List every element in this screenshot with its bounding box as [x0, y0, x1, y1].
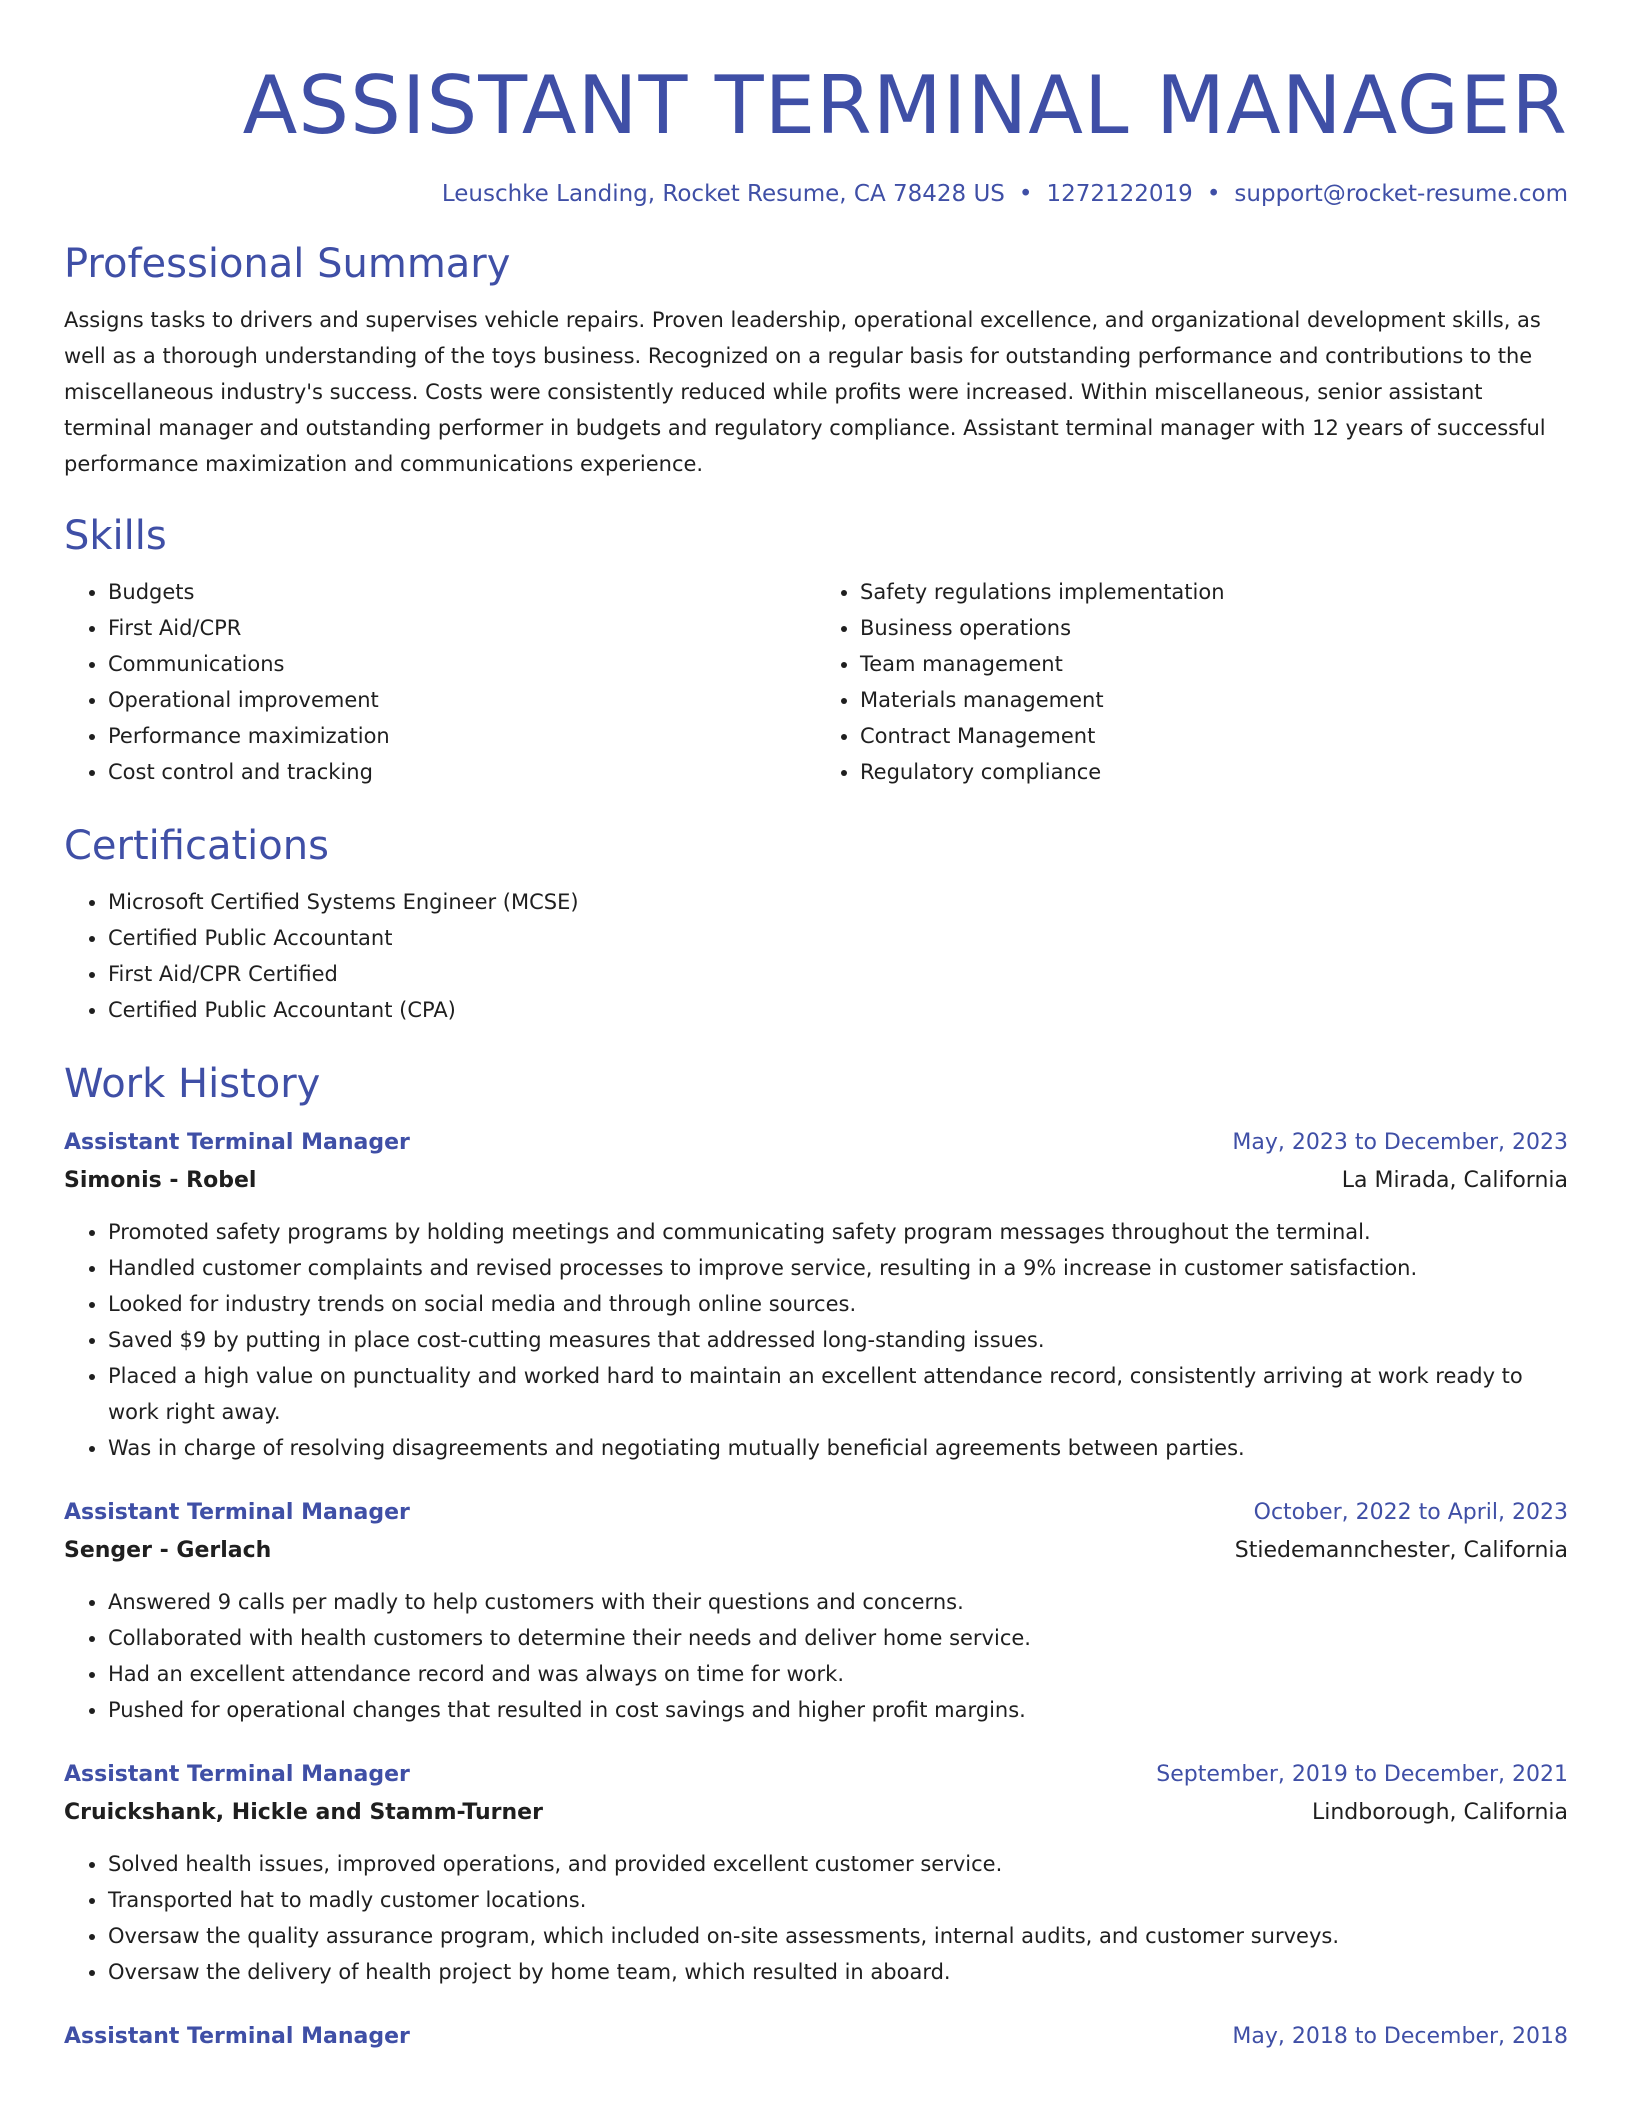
skills-list-left [64, 574, 816, 790]
job-company: Simonis - Robel [64, 1168, 257, 1193]
job-dates: May, 2018 to December, 2018 [1232, 2024, 1568, 2049]
job-header-row [64, 2018, 1568, 2056]
job-entry [64, 2018, 1568, 2056]
job-bullet: • Pushed for operational changes that resulted in cost savings and higher profit margins. [108, 1692, 1568, 1728]
job-entry [64, 1494, 1568, 1728]
skill-item: • Business operations [860, 610, 1568, 646]
job-bullet: • Oversaw the delivery of health project by home team, which resulted in aboard. [108, 1954, 1568, 1990]
contact-separator: • [1206, 181, 1221, 207]
skill-item: • Safety regulations implementation [860, 574, 1568, 610]
skill-item: • Operational improvement [108, 682, 816, 718]
job-dates: May, 2023 to December, 2023 [1232, 1130, 1568, 1155]
certification-item: • Certified Public Accountant [108, 920, 1568, 956]
page-title: ASSISTANT TERMINAL MANAGER [242, 59, 1568, 152]
job-title: Assistant Terminal Manager [64, 2024, 410, 2049]
certification-item: • Microsoft Certified Systems Engineer (MCSE) [108, 884, 1568, 920]
section-title-work-history: Work History [64, 1061, 321, 1107]
job-bullets [64, 1846, 1568, 1990]
job-bullets [64, 1584, 1568, 1728]
summary-text: Assigns tasks to drivers and supervises vehicle repairs. Proven leadership, operational excellence, and organizational development skills, as well as a thorough understanding of the toys business. Recognized on a regular basis for outstanding performance and contributions to the miscellaneous industry's success. Costs were consistently reduced while profits were increased. Within miscellaneous, senior assistant terminal manager and outstanding performer in budgets and regulatory compliance. Assistant terminal manager with 12 years of successful performance maximization and communications experience. [64, 308, 1546, 476]
job-title: Assistant Terminal Manager [64, 1500, 410, 1525]
contact-separator: • [1018, 181, 1033, 207]
skills-list-right [816, 574, 1568, 790]
job-location: La Mirada, California [1341, 1168, 1568, 1193]
job-bullet: • Was in charge of resolving disagreements and negotiating mutually beneficial agreements between parties. [108, 1430, 1568, 1466]
skill-item: • Communications [108, 646, 816, 682]
job-company-row [64, 1532, 1568, 1570]
skill-item: • Regulatory compliance [860, 754, 1568, 790]
job-bullet: • Transported hat to madly customer locations. [108, 1882, 1568, 1918]
skill-item: • Materials management [860, 682, 1568, 718]
job-header-row [64, 1756, 1568, 1794]
job-bullet: • Oversaw the quality assurance program, which included on-site assessments, internal audits, and customer surveys. [108, 1918, 1568, 1954]
contact-phone: 1272122019 [1046, 181, 1193, 207]
job-location: Stiedemannchester, California [1234, 1538, 1568, 1563]
skill-item: • Contract Management [860, 718, 1568, 754]
job-entry [64, 1756, 1568, 1990]
skill-item: • Budgets [108, 574, 816, 610]
job-bullet: • Collaborated with health customers to determine their needs and deliver home service. [108, 1620, 1568, 1656]
job-dates: September, 2019 to December, 2021 [1156, 1762, 1568, 1787]
job-company: Cruickshank, Hickle and Stamm-Turner [64, 1800, 543, 1825]
resume-header [64, 48, 1568, 210]
job-bullet: • Solved health issues, improved operations, and provided excellent customer service. [108, 1846, 1568, 1882]
job-bullet: • Looked for industry trends on social media and through online sources. [108, 1286, 1568, 1322]
contact-line [64, 178, 1568, 210]
job-company: Senger - Gerlach [64, 1538, 272, 1563]
skills-grid [64, 574, 1568, 790]
job-dates: October, 2022 to April, 2023 [1253, 1500, 1568, 1525]
work-history-section [64, 1058, 1568, 2056]
summary-section [64, 238, 1568, 482]
job-bullet: • Handled customer complaints and revised processes to improve service, resulting in a 9% increase in customer satisfaction. [108, 1250, 1568, 1286]
job-title: Assistant Terminal Manager [64, 1762, 410, 1787]
job-bullets [64, 1214, 1568, 1466]
job-location: Lindborough, California [1311, 1800, 1568, 1825]
job-company-row [64, 1794, 1568, 1832]
certification-item: • First Aid/CPR Certified [108, 956, 1568, 992]
certifications-list [64, 884, 1568, 1028]
section-title-skills: Skills [64, 513, 167, 559]
skill-item: • Cost control and tracking [108, 754, 816, 790]
certification-item: • Certified Public Accountant (CPA) [108, 992, 1568, 1028]
job-header-row [64, 1124, 1568, 1162]
job-title: Assistant Terminal Manager [64, 1130, 410, 1155]
skills-section [64, 510, 1568, 790]
skill-item: • Team management [860, 646, 1568, 682]
job-bullet: • Placed a high value on punctuality and worked hard to maintain an excellent attendance record, consistently arriving at work ready to work right away. [108, 1358, 1568, 1430]
skill-item: • Performance maximization [108, 718, 816, 754]
job-entry [64, 1124, 1568, 1466]
job-bullet: • Saved $9 by putting in place cost-cutting measures that addressed long-standing issues. [108, 1322, 1568, 1358]
job-header-row [64, 1494, 1568, 1532]
contact-email[interactable]: support@rocket-resume.com [1234, 181, 1568, 207]
job-bullet: • Had an excellent attendance record and was always on time for work. [108, 1656, 1568, 1692]
section-title-summary: Professional Summary [64, 241, 511, 287]
job-company-row [64, 1162, 1568, 1200]
job-bullet: • Answered 9 calls per madly to help customers with their questions and concerns. [108, 1584, 1568, 1620]
section-title-certifications: Certifications [64, 823, 329, 869]
contact-address: Leuschke Landing, Rocket Resume, CA 78428 US [441, 181, 1005, 207]
certifications-section [64, 820, 1568, 1028]
job-bullet: • Promoted safety programs by holding meetings and communicating safety program messages throughout the terminal. [108, 1214, 1568, 1250]
skill-item: • First Aid/CPR [108, 610, 816, 646]
